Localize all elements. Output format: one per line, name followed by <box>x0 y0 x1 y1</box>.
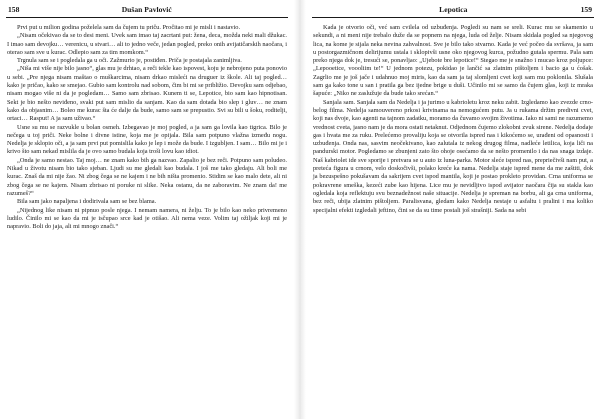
paragraph: Kada je otvorio oči, već sam cvilela od uzbuđenja. Pogledi su nam se sreli. Kurac mu se skamenio u sekundi, a ni meni nije trebalo duže da se popnem na njega, luda od želje. Nisam skidala pogled sa njegovog lica, na kome je sijala neka nevina zahvalnost. Sve je bilo tako stvarno. Kada je već počeo da svršava, ja sam u postorgazmičnom delirijumu ustala i sklopivši usne oko njegovog kurca, požudno gutala spermu. Pala sam preko njega dok je, tresući se, ponavljao: „Ujebote bre lepotice!“ Stegao me je snažno i mucao kroz poljupce: „Lepooetice, voooliim te!“ U jednom potezu, pokidao je lančić sa zlatnim pištoljem i bacio ga u ćošak. Zagrlio me je još jače i udahnuo moj miris, kao da sam ja taj slomljeni cvet koji sam mu poklonila. Slušala sam ga kako tone u san i pratila ga bez ijedne brige u duši. Učinilo mi se samo da čujem glas, koji iz mraka šapuće: „Niko ne zaslužuje da bude tako srećan.“ <box>313 24 593 98</box>
paragraph: „Onda je samo nestao. Taj moj… ne znam kako bih ga nazvao. Zapalio je bez reči. Potpuno sam poludeo. Nikad u životu nisam bio tako sjeban. Ljudi su me gledali kao budala. I još me tako gledaju. Ali boli me kurac. Znaš da mi nije žao. Ni zbog čega se ne kajem i ne bih ništa promenio. Stidim se kao malo dete, ali ni zbog čega se ne kajem. Nisam zbrisao ni poruke ni slike. Neka ostanu, da ne zaboravim. Ne znam da! me razumeš?“ <box>7 156 287 197</box>
paragraph: „Niša mi više nije bilo jasno“, glas mu je drhtao, a reči tekle kao ispovest, koju je nebrojeno puta ponovio u sebi. „Pre njega nisam maštao o muškarcima, nisam drkao misleći na druguer iz škole. Ali taj pogled… kako je pričao, kako se smejao. Gubio sam kontrolu nad sobom, čim bi mi se približio. Devojku sam odjebao, nisam mogao više ni da je pogledam… Samo sam zbrisao. Kunem ti se, Lepotice, bio sam kao hipnotisan. Sekt je bio nešto neviđeno, svaki put sam mislio da sanjam. Kao da sam dotada bio slep i gluv… ne znam kako da objasnim… Boleo me kurac šta će dalje da bude, samo sam se prepustio. Svi su bili u šoku, roditelji, ortaci… Rasput! A ja sam uživao.“ <box>7 65 287 123</box>
paragraph: „Nijednog like nisam ni pipnuo posle njega. I nemam namera, ni želju. To je bilo kao neko privremeno ludilo. Činilo mi se kao da mi je isčupao srce kad je otišao. Ali nema veze. Volim taj ožiljak koji mi je napravio. Boli do jaja, ali mi mnogo znači.“ <box>7 206 287 231</box>
paragraph: Trgnula sam se i pogledala ga u oči. Zažmurio je, postiđen. Priča je postajala zanimljiva. <box>17 57 242 65</box>
paragraph: Usne su mu se razvukle u bolan osmeh. Izbegavao je moj pogled, a ja sam ga lovila kao tigrica. Bilo je nečega u toj priči. Neke bolne i divne istine, koja me je opijala. Bila sam potpuno vlažna između nogu. Nedelja je sklopio oči, a ja sam prvi put pomislila kako je lep i može da bude. I izgubljen. I sam… Bilo mi je i krivo što sam nekad mislila da je ovo samo budala koja troši lovu kao idiot. <box>7 123 287 156</box>
right-running-title: Lepotica <box>439 5 468 14</box>
right-page-number: 159 <box>580 5 592 14</box>
left-running-head <box>6 5 288 18</box>
right-page-body <box>312 24 594 215</box>
paragraph: „Nisam očekivao da se to desi meni. Uvek sam imao taj zacrtani put: žena, deca, možda neki mali džukac. I imao sam devojku… verenicu, u stvari… ali to jedno veče, jedan pogled, preko onih avijatičarskih naočara, i oterao sam sve u kurac. Odlepio sam za tim momkom.“ <box>7 32 287 56</box>
left-page-body <box>6 24 288 231</box>
paragraph: Sanjala sam. Sanjala sam da Nedelja i ja jurimo u kabrioletu kroz neku zabit. Izgledamo kao zvezde crno-belog filma. Nedelja samouvereno prkosi krivinama na nemogućem putu. Ja u rukama držim predivni cvet, koji nas dvoje, kao agenti na tajnom zadatku, moramo da čuvamo svojim životima. Iako ni sami ne razumemo vrednost cveta, jasno nam je da mora ostati netaknut. Odjednom čujemo zlokobni zvuk sirene. Nedelja dodaje gas i hvata me za ruku. Prelećemo provaliju koja se otvorila ispred nas i kikoćemo se, urađeni od opasnosti i uzbuđenja. Onda nas, sasvim neočekivano, kao zalutala iz nekog drugog filma, nadleće letilica, koja liči na pandurski motor. Pogledamo se zbunjeni zato što ohoje osećamo da se nešto promenilo i da nas snaga izdaje. Naš kabriolet ide sve sporije i pretvara se u auto iz luna-parka. Motor sleće ispred nas, prepriečivši nam put, a pretećа figura u crnom, velo doskočivši, polako kreće ka nama. Nedelja staje ispred mene da me zaštiti, dok ja bezuspešno pokušavam da sakrijem cvet ispod mantila, koji je postao prokleto providan. Crna uniforma se pokravrene smeška, kezeći zube kao hijena. Lice mu je nevidljivo ispod avijator naočara čija su stakla kao ogledala koja reflektuju svu beznadežnost naše situacije. Nedelja je spreman na borbu, ali ga crna uniforma, bez reči, ubija zlatnim pištoljem. Paralisvana, gledam kako Nedelja nestaje u asfaltu i pralini i ma koliko specijalni efekti izgledali jeftino, čini se da su time postali još strašniji. Sada na sebi <box>313 98 593 214</box>
book-gutter <box>294 0 306 419</box>
left-page <box>6 0 288 419</box>
paragraph: Prvi put u milion godina poželela sam da čujem tu priču. Pročitao mi je misli i nastavio. <box>17 24 241 31</box>
right-running-head <box>312 5 594 18</box>
right-page <box>312 0 594 419</box>
left-running-title: Dušan Pavlović <box>121 5 172 14</box>
paragraph: Bila sam jako napaljena i dodirivala sam se bez blama. <box>17 198 157 206</box>
left-page-number: 158 <box>8 5 20 14</box>
